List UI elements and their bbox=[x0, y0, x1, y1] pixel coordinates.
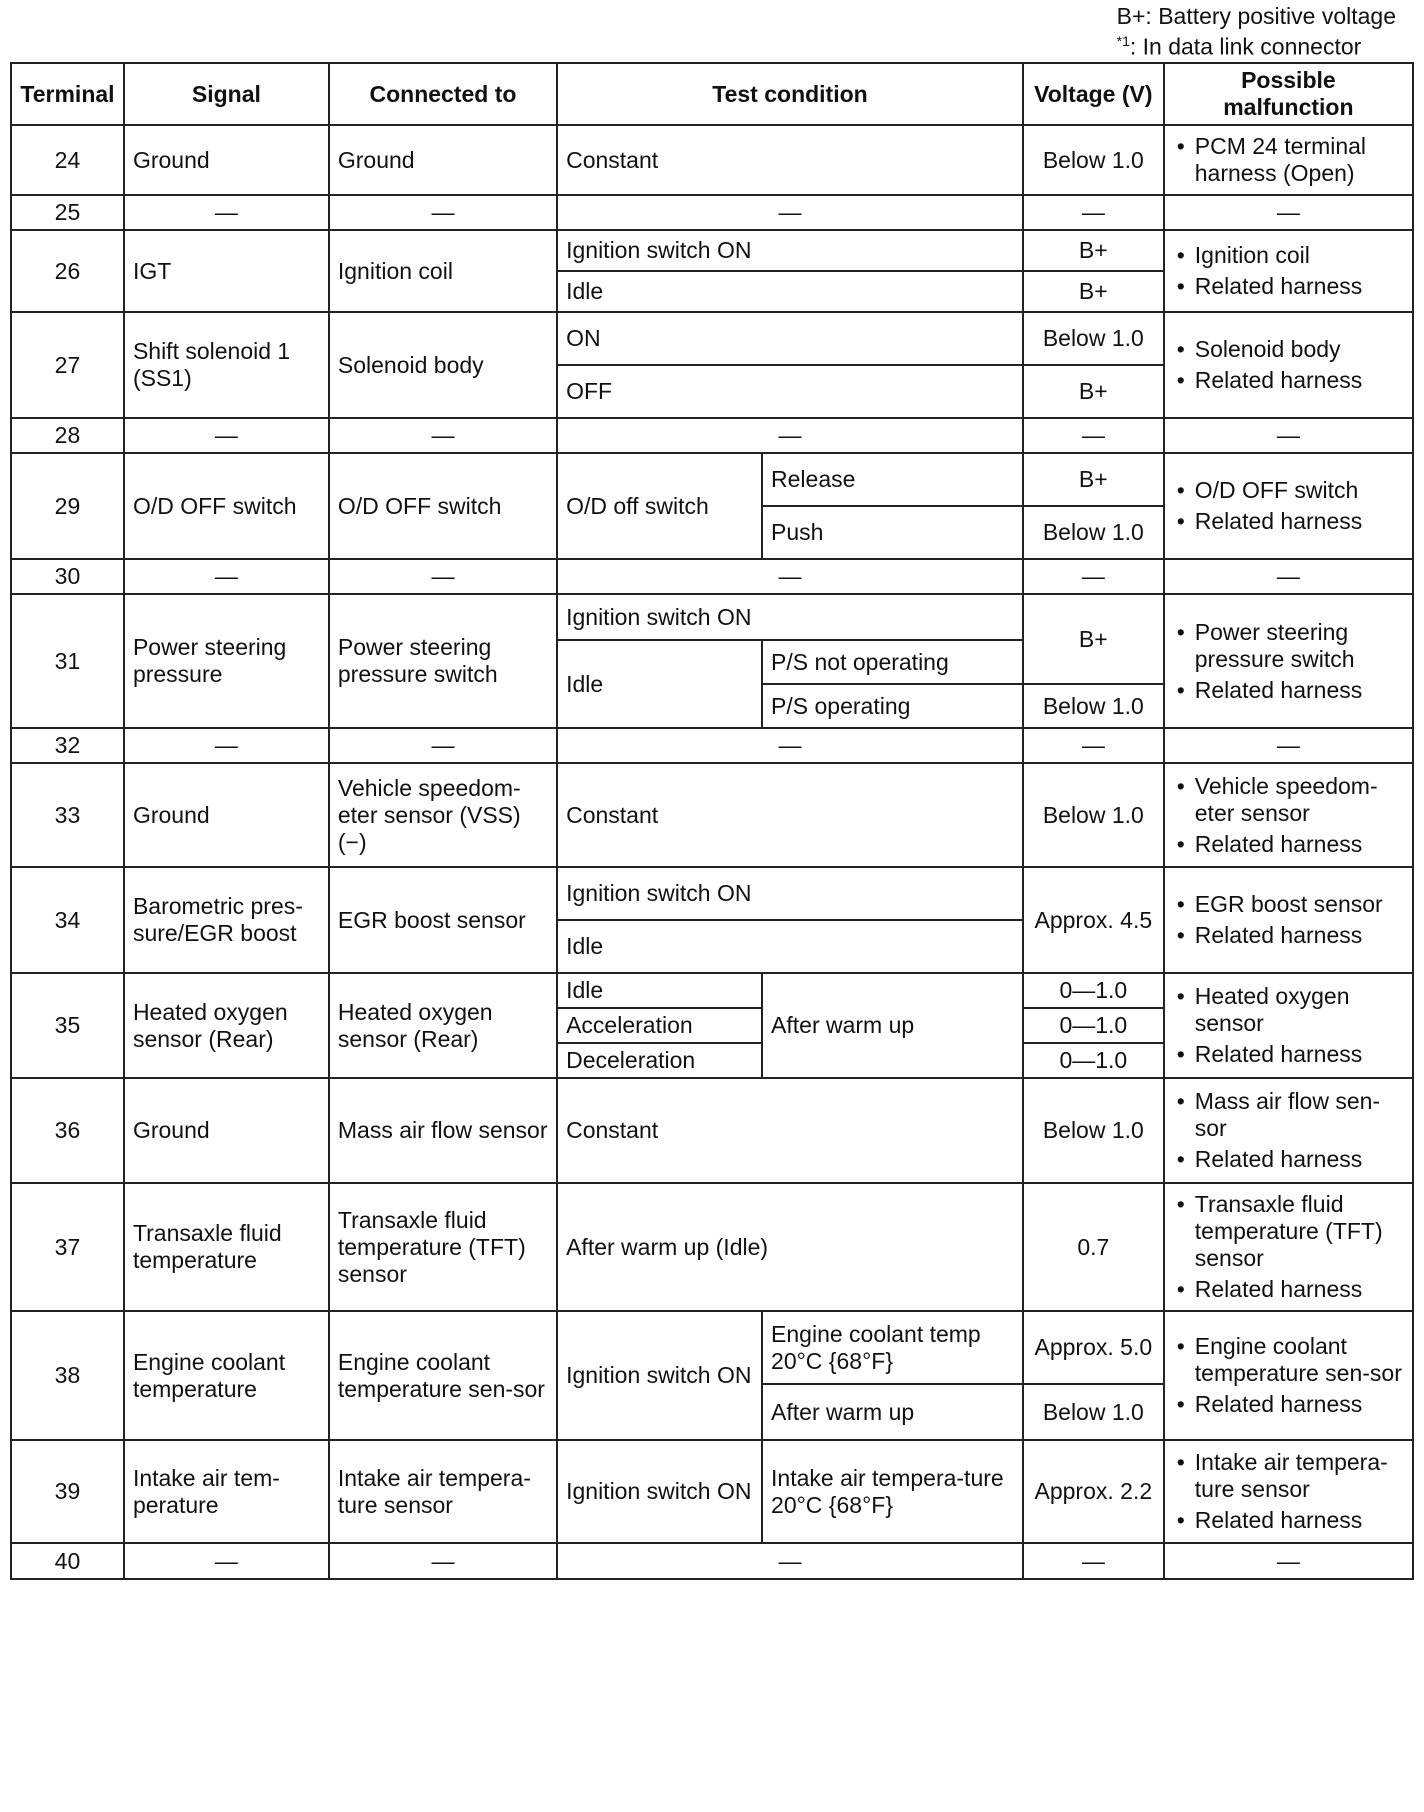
malfunction-cell bbox=[1164, 125, 1413, 195]
signal-cell: Heated oxygen sensor (Rear) bbox=[124, 973, 329, 1078]
signal-cell: Shift solenoid 1 (SS1) bbox=[124, 312, 329, 418]
signal-cell: IGT bbox=[124, 230, 329, 312]
connected-cell: O/D OFF switch bbox=[329, 453, 557, 559]
dash-cell: — bbox=[1023, 418, 1164, 453]
connected-cell: Solenoid body bbox=[329, 312, 557, 418]
malfunction-item: • Related harness bbox=[1173, 508, 1404, 535]
condition-cell: OFF bbox=[557, 365, 1023, 418]
dash-cell: — bbox=[1164, 418, 1413, 453]
voltage-cell: Below 1.0 bbox=[1023, 312, 1164, 365]
condition-cell: Idle bbox=[557, 640, 762, 728]
dash-cell: — bbox=[1164, 195, 1413, 230]
malfunction-item: • Intake air tempera-ture sensor bbox=[1173, 1449, 1404, 1503]
table-row bbox=[11, 125, 1413, 195]
dash-cell: — bbox=[329, 1543, 557, 1579]
malfunction-item: • PCM 24 terminal harness (Open) bbox=[1173, 133, 1404, 187]
dash-cell: — bbox=[124, 418, 329, 453]
legend-note-text: : In data link connector bbox=[1129, 33, 1362, 60]
terminal-cell: 31 bbox=[11, 594, 124, 728]
legend-bplus: B+: Battery positive voltage bbox=[1116, 3, 1396, 29]
condition-cell: Ignition switch ON bbox=[557, 867, 1023, 920]
terminal-cell: 29 bbox=[11, 453, 124, 559]
dash-cell: — bbox=[1164, 728, 1413, 763]
terminal-cell: 39 bbox=[11, 1440, 124, 1543]
voltage-cell: 0.7 bbox=[1023, 1183, 1164, 1311]
legend-note-mark: *1 bbox=[1116, 33, 1130, 49]
dash-cell: — bbox=[124, 559, 329, 594]
terminal-cell: 37 bbox=[11, 1183, 124, 1311]
terminal-cell: 35 bbox=[11, 973, 124, 1078]
voltage-cell: Below 1.0 bbox=[1023, 1384, 1164, 1440]
voltage-cell: B+ bbox=[1023, 453, 1164, 506]
connected-cell: Intake air tempera-ture sensor bbox=[329, 1440, 557, 1543]
legend bbox=[1117, 4, 1396, 60]
malfunction-item: • EGR boost sensor bbox=[1173, 891, 1404, 918]
malfunction-item: • Vehicle speedom-eter sensor bbox=[1173, 773, 1404, 827]
signal-cell: Engine coolant temperature bbox=[124, 1311, 329, 1440]
voltage-cell: Approx. 2.2 bbox=[1023, 1440, 1164, 1543]
malfunction-item: • Related harness bbox=[1173, 1041, 1404, 1068]
malfunction-cell bbox=[1164, 1078, 1413, 1183]
table-row bbox=[11, 1440, 1413, 1543]
table-row bbox=[11, 312, 1413, 365]
voltage-cell: Below 1.0 bbox=[1023, 125, 1164, 195]
signal-cell: Barometric pres-sure/EGR boost bbox=[124, 867, 329, 973]
voltage-cell: B+ bbox=[1023, 365, 1164, 418]
table-row bbox=[11, 1078, 1413, 1183]
malfunction-item: • Related harness bbox=[1173, 1391, 1404, 1418]
connected-cell: Power steering pressure switch bbox=[329, 594, 557, 728]
dash-cell: — bbox=[557, 195, 1023, 230]
table-row bbox=[11, 973, 1413, 1008]
malfunction-item: • Related harness bbox=[1173, 677, 1404, 704]
voltage-cell: Below 1.0 bbox=[1023, 763, 1164, 867]
header-row bbox=[11, 63, 1413, 125]
malfunction-cell bbox=[1164, 973, 1413, 1078]
condition-cell: Idle bbox=[557, 973, 762, 1008]
signal-cell: O/D OFF switch bbox=[124, 453, 329, 559]
subcondition-cell: Release bbox=[762, 453, 1023, 506]
signal-cell: Power steering pressure bbox=[124, 594, 329, 728]
malfunction-cell bbox=[1164, 312, 1413, 418]
dash-cell: — bbox=[329, 559, 557, 594]
terminal-cell: 33 bbox=[11, 763, 124, 867]
condition-cell: Constant bbox=[557, 763, 1023, 867]
dash-cell: — bbox=[329, 195, 557, 230]
malfunction-item: • Engine coolant temperature sen-sor bbox=[1173, 1333, 1404, 1387]
voltage-cell: B+ bbox=[1023, 594, 1164, 684]
condition-cell: Idle bbox=[557, 920, 1023, 973]
condition-cell: O/D off switch bbox=[557, 453, 762, 559]
terminal-table bbox=[10, 62, 1414, 1580]
voltage-cell: 0—1.0 bbox=[1023, 1008, 1164, 1043]
table-row bbox=[11, 195, 1413, 230]
dash-cell: — bbox=[1023, 195, 1164, 230]
malfunction-item: • Related harness bbox=[1173, 273, 1404, 300]
malfunction-item: • Related harness bbox=[1173, 1276, 1404, 1303]
dash-cell: — bbox=[1023, 728, 1164, 763]
terminal-cell: 38 bbox=[11, 1311, 124, 1440]
malfunction-item: • Related harness bbox=[1173, 1146, 1404, 1173]
dash-cell: — bbox=[1023, 559, 1164, 594]
signal-cell: Intake air tem-perature bbox=[124, 1440, 329, 1543]
header-connected-to: Connected to bbox=[329, 63, 557, 125]
dash-cell: — bbox=[124, 1543, 329, 1579]
table-row bbox=[11, 867, 1413, 920]
subcondition-cell: P/S operating bbox=[762, 684, 1023, 728]
header-signal: Signal bbox=[124, 63, 329, 125]
condition-cell: Idle bbox=[557, 271, 1023, 312]
connected-cell: Ignition coil bbox=[329, 230, 557, 312]
terminal-cell: 25 bbox=[11, 195, 124, 230]
condition-cell: Acceleration bbox=[557, 1008, 762, 1043]
connected-cell: Transaxle fluid temperature (TFT) sensor bbox=[329, 1183, 557, 1311]
dash-cell: — bbox=[1164, 559, 1413, 594]
header-test-condition: Test condition bbox=[557, 63, 1023, 125]
voltage-cell: Below 1.0 bbox=[1023, 684, 1164, 728]
subcondition-cell: Push bbox=[762, 506, 1023, 559]
malfunction-cell bbox=[1164, 867, 1413, 973]
malfunction-item: • Solenoid body bbox=[1173, 336, 1404, 363]
voltage-cell: Below 1.0 bbox=[1023, 506, 1164, 559]
condition-cell: Ignition switch ON bbox=[557, 1440, 762, 1543]
condition-cell: Ignition switch ON bbox=[557, 594, 1023, 640]
voltage-cell: B+ bbox=[1023, 230, 1164, 271]
condition-cell: Ignition switch ON bbox=[557, 1311, 762, 1440]
subcondition-cell: After warm up bbox=[762, 1384, 1023, 1440]
malfunction-item: • Related harness bbox=[1173, 831, 1404, 858]
table-row bbox=[11, 559, 1413, 594]
terminal-cell: 32 bbox=[11, 728, 124, 763]
connected-cell: Mass air flow sensor bbox=[329, 1078, 557, 1183]
voltage-cell: Approx. 5.0 bbox=[1023, 1311, 1164, 1384]
signal-cell: Transaxle fluid temperature bbox=[124, 1183, 329, 1311]
terminal-cell: 34 bbox=[11, 867, 124, 973]
connected-cell: EGR boost sensor bbox=[329, 867, 557, 973]
table-row bbox=[11, 1311, 1413, 1384]
malfunction-cell bbox=[1164, 594, 1413, 728]
malfunction-item: • Related harness bbox=[1173, 1507, 1404, 1534]
table-row bbox=[11, 728, 1413, 763]
table-row bbox=[11, 418, 1413, 453]
dash-cell: — bbox=[557, 728, 1023, 763]
malfunction-item: • Power steering pressure switch bbox=[1173, 619, 1404, 673]
dash-cell: — bbox=[1023, 1543, 1164, 1579]
table-row bbox=[11, 594, 1413, 640]
dash-cell: — bbox=[124, 195, 329, 230]
malfunction-item: • O/D OFF switch bbox=[1173, 477, 1404, 504]
terminal-cell: 24 bbox=[11, 125, 124, 195]
voltage-cell: Approx. 4.5 bbox=[1023, 867, 1164, 973]
malfunction-cell bbox=[1164, 230, 1413, 312]
signal-cell: Ground bbox=[124, 763, 329, 867]
table-row bbox=[11, 1543, 1413, 1579]
malfunction-item: • Mass air flow sen-sor bbox=[1173, 1088, 1404, 1142]
subcondition-cell: Engine coolant temp 20°C {68°F} bbox=[762, 1311, 1023, 1384]
condition-cell: After warm up (Idle) bbox=[557, 1183, 1023, 1311]
terminal-cell: 36 bbox=[11, 1078, 124, 1183]
condition-cell: ON bbox=[557, 312, 1023, 365]
malfunction-cell bbox=[1164, 1440, 1413, 1543]
signal-cell: Ground bbox=[124, 1078, 329, 1183]
table-row bbox=[11, 763, 1413, 867]
header-terminal: Terminal bbox=[11, 63, 124, 125]
malfunction-cell bbox=[1164, 763, 1413, 867]
condition-cell: Deceleration bbox=[557, 1043, 762, 1078]
voltage-cell: B+ bbox=[1023, 271, 1164, 312]
subcondition-cell: P/S not operating bbox=[762, 640, 1023, 684]
connected-cell: Ground bbox=[329, 125, 557, 195]
table-row bbox=[11, 230, 1413, 271]
malfunction-cell bbox=[1164, 1311, 1413, 1440]
dash-cell: — bbox=[557, 559, 1023, 594]
terminal-cell: 27 bbox=[11, 312, 124, 418]
legend-note bbox=[1117, 29, 1396, 60]
connected-cell: Heated oxygen sensor (Rear) bbox=[329, 973, 557, 1078]
malfunction-item: • Heated oxygen sensor bbox=[1173, 983, 1404, 1037]
connected-cell: Engine coolant temperature sen-sor bbox=[329, 1311, 557, 1440]
condition-cell: Ignition switch ON bbox=[557, 230, 1023, 271]
dash-cell: — bbox=[1164, 1543, 1413, 1579]
voltage-cell: 0—1.0 bbox=[1023, 973, 1164, 1008]
voltage-cell: Below 1.0 bbox=[1023, 1078, 1164, 1183]
malfunction-item: • Related harness bbox=[1173, 922, 1404, 949]
terminal-cell: 28 bbox=[11, 418, 124, 453]
signal-cell: Ground bbox=[124, 125, 329, 195]
malfunction-item: • Related harness bbox=[1173, 367, 1404, 394]
header-voltage: Voltage (V) bbox=[1023, 63, 1164, 125]
connected-cell: Vehicle speedom-eter sensor (VSS) (−) bbox=[329, 763, 557, 867]
terminal-cell: 40 bbox=[11, 1543, 124, 1579]
voltage-cell: 0—1.0 bbox=[1023, 1043, 1164, 1078]
subcondition-cell: After warm up bbox=[762, 973, 1023, 1078]
terminal-cell: 30 bbox=[11, 559, 124, 594]
condition-cell: Constant bbox=[557, 1078, 1023, 1183]
table-row bbox=[11, 1183, 1413, 1311]
malfunction-item: • Ignition coil bbox=[1173, 242, 1404, 269]
dash-cell: — bbox=[329, 418, 557, 453]
table-row bbox=[11, 453, 1413, 506]
header-malfunction: Possible malfunction bbox=[1164, 63, 1413, 125]
subcondition-cell: Intake air tempera-ture 20°C {68°F} bbox=[762, 1440, 1023, 1543]
dash-cell: — bbox=[329, 728, 557, 763]
dash-cell: — bbox=[124, 728, 329, 763]
dash-cell: — bbox=[557, 418, 1023, 453]
malfunction-cell bbox=[1164, 1183, 1413, 1311]
dash-cell: — bbox=[557, 1543, 1023, 1579]
terminal-cell: 26 bbox=[11, 230, 124, 312]
condition-cell: Constant bbox=[557, 125, 1023, 195]
malfunction-item: • Transaxle fluid temperature (TFT) sensor bbox=[1173, 1191, 1404, 1272]
malfunction-cell bbox=[1164, 453, 1413, 559]
